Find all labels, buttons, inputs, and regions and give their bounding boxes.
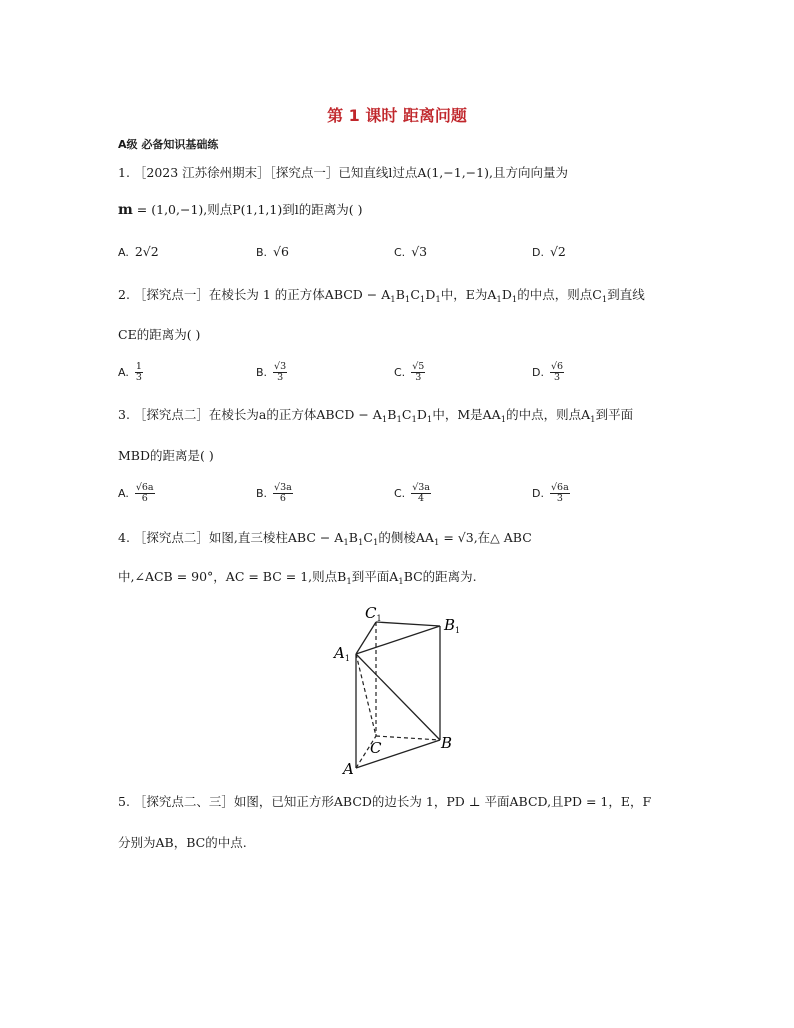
edge-c1-b1 <box>376 622 440 626</box>
q1-option-b: B. √6 <box>256 244 289 259</box>
q2-option-b: B. $\frac{√3}{3}$ <box>256 361 287 383</box>
label-a1: $A_1$ <box>334 644 350 663</box>
q2-option-d-fraction: $\frac{√6}{3}$ <box>550 361 564 383</box>
edge-a1-c-hidden <box>356 654 376 736</box>
q3-option-d-fraction: $\frac{√6a}{3}$ <box>550 482 569 504</box>
q2-option-a: A. $\frac{1}{3}$ <box>118 361 142 383</box>
q2-option-a-fraction: $\frac{1}{3}$ <box>135 361 142 383</box>
q3-option-a: A. $\frac{√6a}{6}$ <box>118 482 154 504</box>
q3-option-c: C. $\frac{√3a}{4}$ <box>394 482 430 504</box>
q2-option-b-fraction: $\frac{√3}{3}$ <box>274 361 287 383</box>
q2-line1: 2. ［探究点一］在棱长为 1 的正方体ABCD − $A_1B_1C_1D_1$中，E为$A_1D_1$的中点，则点$C_1$到直线 <box>118 287 645 305</box>
q4-line1: 4. ［探究点二］如图,直三棱柱ABC − $A_1B_1C_1$的侧棱$AA_1 = √3$,在△ ABC <box>118 530 532 548</box>
q2-option-c: C. $\frac{√5}{3}$ <box>394 361 425 383</box>
q2-option-d: D. $\frac{√6}{3}$ <box>532 361 564 383</box>
q1-vector-m: m <box>118 202 133 218</box>
q1-option-a-value: 2√2 <box>134 244 159 259</box>
q3-line2: MBD的距离是( ) <box>118 448 214 463</box>
q1-option-a: A. 2√2 <box>118 244 159 259</box>
edge-a1-b <box>356 654 440 740</box>
label-b1: $B_1$ <box>444 616 461 635</box>
q1-line1: 1. ［2023 江苏徐州期末］［探究点一］已知直线l过点A(1,−1,−1),且方向向量为 <box>118 165 568 180</box>
label-a: A <box>343 760 354 778</box>
q3-option-a-fraction: $\frac{√6a}{6}$ <box>135 482 154 504</box>
q1-option-d-value: √2 <box>549 244 566 259</box>
q3-option-c-fraction: $\frac{√3a}{4}$ <box>412 482 430 504</box>
label-b: B <box>441 734 453 752</box>
q5-line2: 分别为AB，BC的中点. <box>118 835 247 850</box>
label-c1: $C_1$ <box>365 604 382 623</box>
q1-option-c-value: √3 <box>411 244 428 259</box>
q5-line1: 5. ［探究点二、三］如图，已知正方形ABCD的边长为 1，PD ⊥ 平面ABCD,且PD = 1，E，F <box>118 794 652 809</box>
q2-option-c-fraction: $\frac{√5}{3}$ <box>412 361 425 383</box>
label-c: C <box>370 739 382 757</box>
edge-a1-c1 <box>356 622 376 654</box>
prism-figure <box>320 600 480 780</box>
q4-line2: 中,∠ACB = 90°，AC = BC = 1,则点$B_1$到平面$A_1BC$的距离为. <box>118 569 477 587</box>
q2-line2: CE的距离为( ) <box>118 327 201 342</box>
edge-c-b-hidden <box>376 736 440 740</box>
q3-option-d: D. $\frac{√6a}{3}$ <box>532 482 569 504</box>
q1-option-b-value: √6 <box>273 244 289 259</box>
q3-option-b-fraction: $\frac{√3a}{6}$ <box>274 482 292 504</box>
q1-line2 <box>118 200 362 218</box>
q1-line2-text: = (1,0,−1),则点P(1,1,1)到l的距离为( ) <box>132 202 363 217</box>
q1-option-d: D. √2 <box>532 244 566 259</box>
edge-a1-b1 <box>356 626 440 654</box>
page-title: 第 1 课时 距离问题 <box>327 106 467 125</box>
q3-option-b: B. $\frac{√3a}{6}$ <box>256 482 292 504</box>
edge-a-b <box>356 740 440 768</box>
section-level: A级 必备知识基础练 <box>118 138 219 151</box>
q1-option-c: C. √3 <box>394 244 428 259</box>
q3-line1: 3. ［探究点二］在棱长为a的正方体ABCD − $A_1B_1C_1D_1$中，M是$AA_1$的中点，则点$A_1$到平面 <box>118 407 634 425</box>
